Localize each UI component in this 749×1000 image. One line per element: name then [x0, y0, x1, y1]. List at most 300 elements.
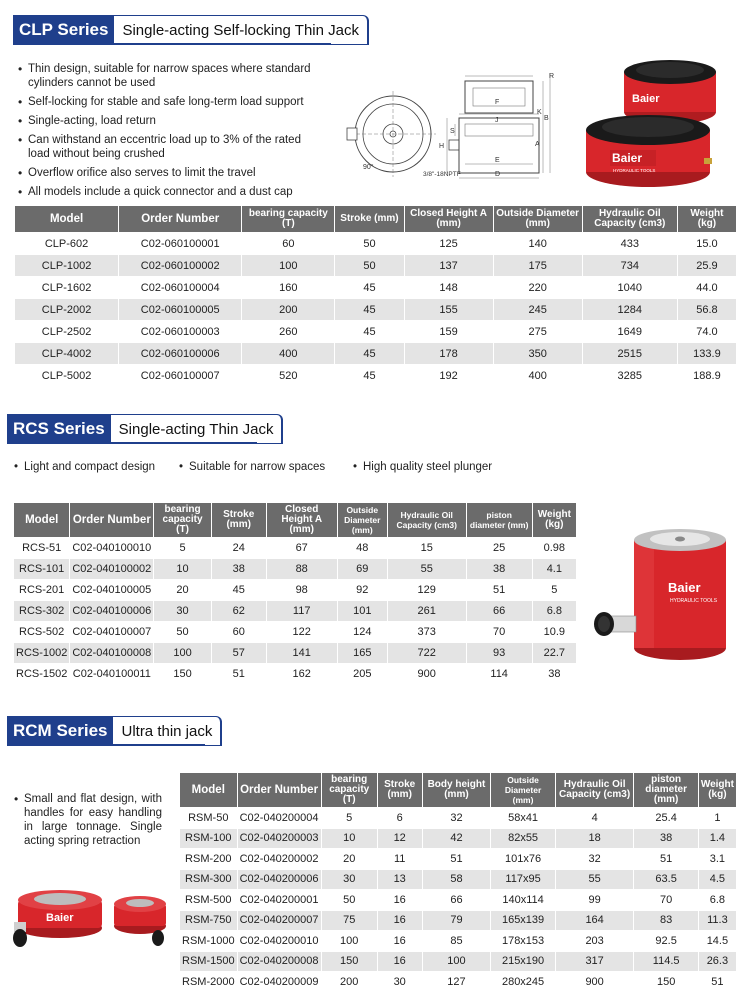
- table-cell: 93: [467, 643, 532, 663]
- table-cell: CLP-1002: [15, 255, 118, 276]
- table-cell: 98: [267, 580, 337, 600]
- table-cell: 16: [378, 931, 422, 951]
- rcm-col-piston-diameter: piston diameter (mm): [634, 773, 697, 807]
- table-row: [180, 890, 736, 910]
- clp-col-bearing-capacity: bearing capacity (T): [242, 206, 334, 232]
- clp-series-title: Single-acting Self-locking Thin Jack: [114, 15, 369, 45]
- table-cell: 70: [634, 890, 697, 910]
- table-cell: 11: [378, 849, 422, 869]
- table-cell: C02-060100004: [119, 277, 241, 298]
- table-row: [14, 664, 576, 684]
- table-cell: CLP-4002: [15, 343, 118, 364]
- table-cell: 192: [405, 365, 493, 386]
- table-cell: C02-040200004: [238, 808, 321, 828]
- table-cell: 900: [388, 664, 466, 684]
- table-cell: 56.8: [678, 299, 736, 320]
- rcs-col-bearing-capacity: bearing capacity (T): [154, 503, 211, 537]
- table-cell: 82x55: [491, 829, 554, 849]
- rcs-feature: • Light and compact design: [14, 461, 179, 473]
- table-cell: 48: [338, 538, 387, 558]
- table-cell: 117: [267, 601, 337, 621]
- table-cell: 150: [154, 664, 211, 684]
- table-cell: 4: [556, 808, 634, 828]
- clp-feature: • Thin design, suitable for narrow spaces where standard cylinders cannot be used: [16, 62, 316, 90]
- table-cell: 88: [267, 559, 337, 579]
- table-cell: C02-040200009: [238, 972, 321, 992]
- table-cell: RCS-502: [14, 622, 69, 642]
- table-row: [14, 580, 576, 600]
- table-cell: 62: [212, 601, 266, 621]
- rcs-col-piston-diameter: piston diameter (mm): [467, 503, 532, 537]
- clp-dim-f: F: [495, 99, 500, 106]
- table-cell: 55: [388, 559, 466, 579]
- table-cell: 150: [322, 952, 377, 972]
- table-cell: C02-040100010: [70, 538, 153, 558]
- table-cell: 400: [494, 365, 582, 386]
- table-row: [15, 321, 736, 342]
- table-cell: 125: [405, 233, 493, 254]
- table-cell: RCS-101: [14, 559, 69, 579]
- table-cell: 433: [583, 233, 677, 254]
- table-cell: 60: [242, 233, 334, 254]
- table-cell: 164: [556, 911, 634, 931]
- table-cell: 100: [322, 931, 377, 951]
- table-cell: 317: [556, 952, 634, 972]
- rcm-header-rule: [7, 744, 205, 746]
- table-cell: 42: [423, 829, 491, 849]
- table-cell: RCS-1502: [14, 664, 69, 684]
- clp-col-order-number: Order Number: [119, 206, 241, 232]
- table-cell: 30: [378, 972, 422, 992]
- table-cell: 137: [405, 255, 493, 276]
- table-cell: 122: [267, 622, 337, 642]
- table-cell: 2515: [583, 343, 677, 364]
- table-cell: RCS-201: [14, 580, 69, 600]
- table-cell: 101: [338, 601, 387, 621]
- table-cell: 117x95: [491, 870, 554, 890]
- table-cell: 55: [556, 870, 634, 890]
- clp-col-oil-capacity: Hydraulic Oil Capacity (cm3): [583, 206, 677, 232]
- table-cell: 22.7: [533, 643, 576, 663]
- clp-angle-label: 90°: [363, 164, 374, 171]
- table-cell: 66: [423, 890, 491, 910]
- table-cell: 114: [467, 664, 532, 684]
- table-cell: 45: [335, 343, 403, 364]
- rcs-feature: • Suitable for narrow spaces: [179, 461, 353, 473]
- rcs-col-closed-height: Closed Height A (mm): [267, 503, 337, 537]
- table-cell: 50: [154, 622, 211, 642]
- table-cell: 58: [423, 870, 491, 890]
- clp-col-model: Model: [15, 206, 118, 232]
- table-cell: 51: [699, 972, 736, 992]
- table-cell: 1040: [583, 277, 677, 298]
- table-cell: 38: [212, 559, 266, 579]
- table-cell: 160: [242, 277, 334, 298]
- table-cell: 25.9: [678, 255, 736, 276]
- table-cell: RCS-51: [14, 538, 69, 558]
- table-cell: 32: [423, 808, 491, 828]
- table-cell: 178: [405, 343, 493, 364]
- rcm-spec-table: [179, 772, 737, 993]
- table-cell: RSM-1500: [180, 952, 237, 972]
- table-cell: 133.9: [678, 343, 736, 364]
- table-cell: C02-040200010: [238, 931, 321, 951]
- rcm-col-oil-capacity: Hydraulic Oil Capacity (cm3): [556, 773, 634, 807]
- clp-brand-back: Baier: [632, 93, 660, 105]
- table-cell: C02-040100006: [70, 601, 153, 621]
- table-cell: 900: [556, 972, 634, 992]
- table-cell: 92: [338, 580, 387, 600]
- table-cell: RSM-200: [180, 849, 237, 869]
- clp-dim-j: J: [495, 117, 499, 124]
- table-cell: 16: [378, 911, 422, 931]
- rcs-col-oil-capacity: Hydraulic Oil Capacity (cm3): [388, 503, 466, 537]
- table-cell: 260: [242, 321, 334, 342]
- table-cell: 25.4: [634, 808, 697, 828]
- clp-brand-front: Baier: [612, 151, 643, 165]
- table-cell: CLP-602: [15, 233, 118, 254]
- rcs-col-weight: Weight (kg): [533, 503, 576, 537]
- rcm-feature: • Small and flat design, with handles for easy handling in large tonnage. Single acting spring retraction: [12, 792, 162, 848]
- table-cell: C02-040100002: [70, 559, 153, 579]
- table-cell: 15: [388, 538, 466, 558]
- table-cell: 400: [242, 343, 334, 364]
- rcs-header-rule: [7, 442, 257, 444]
- table-cell: 30: [154, 601, 211, 621]
- table-row: [15, 343, 736, 364]
- table-cell: 200: [242, 299, 334, 320]
- table-cell: 45: [335, 365, 403, 386]
- table-cell: 11.3: [699, 911, 736, 931]
- table-cell: 32: [556, 849, 634, 869]
- table-cell: 50: [335, 255, 403, 276]
- table-cell: CLP-2002: [15, 299, 118, 320]
- table-cell: 734: [583, 255, 677, 276]
- clp-dim-s: S: [450, 128, 455, 135]
- clp-feature: • Single-acting, load return: [16, 114, 316, 128]
- table-row: [180, 911, 736, 931]
- clp-feature-list: [16, 62, 316, 204]
- clp-col-stroke: Stroke (mm): [335, 206, 403, 232]
- table-cell: C02-040200007: [238, 911, 321, 931]
- table-row: [14, 601, 576, 621]
- table-cell: 188.9: [678, 365, 736, 386]
- table-cell: 63.5: [634, 870, 697, 890]
- table-cell: 79: [423, 911, 491, 931]
- clp-col-outside-diameter: Outside Diameter (mm): [494, 206, 582, 232]
- table-cell: 373: [388, 622, 466, 642]
- clp-dim-a: A: [535, 141, 540, 148]
- rcm-series-tag: RCM Series: [7, 716, 113, 746]
- rcm-col-stroke: Stroke (mm): [378, 773, 422, 807]
- table-cell: 51: [212, 664, 266, 684]
- rcs-table-header-row: [14, 503, 576, 537]
- table-cell: 51: [634, 849, 697, 869]
- table-cell: 280x245: [491, 972, 554, 992]
- rcs-series-header: [7, 414, 283, 444]
- rcs-product-image: [590, 528, 740, 668]
- table-cell: C02-040100005: [70, 580, 153, 600]
- table-cell: 10: [322, 829, 377, 849]
- table-cell: 6.8: [699, 890, 736, 910]
- table-cell: 140x114: [491, 890, 554, 910]
- table-cell: 92.5: [634, 931, 697, 951]
- table-row: [15, 233, 736, 254]
- rcm-col-model: Model: [180, 773, 237, 807]
- table-cell: C02-060100001: [119, 233, 241, 254]
- rcs-brand-sub: HYDRAULIC TOOLS: [670, 598, 718, 604]
- table-cell: CLP-5002: [15, 365, 118, 386]
- table-cell: 5: [533, 580, 576, 600]
- table-cell: 6: [378, 808, 422, 828]
- table-cell: 45: [212, 580, 266, 600]
- table-row: [180, 849, 736, 869]
- table-cell: 215x190: [491, 952, 554, 972]
- table-cell: 51: [467, 580, 532, 600]
- table-cell: 275: [494, 321, 582, 342]
- table-row: [180, 931, 736, 951]
- table-cell: 15.0: [678, 233, 736, 254]
- table-cell: 16: [378, 890, 422, 910]
- clp-col-closed-height: Closed Height A (mm): [405, 206, 493, 232]
- rcs-series-title: Single-acting Thin Jack: [111, 414, 284, 444]
- rcs-spec-table: [13, 502, 577, 685]
- table-cell: 245: [494, 299, 582, 320]
- table-cell: 114.5: [634, 952, 697, 972]
- table-cell: 220: [494, 277, 582, 298]
- table-row: [14, 622, 576, 642]
- clp-table-header-row: [15, 206, 736, 232]
- table-row: [15, 255, 736, 276]
- table-row: [180, 952, 736, 972]
- table-cell: 140: [494, 233, 582, 254]
- clp-dim-b: B: [544, 115, 549, 122]
- clp-technical-drawing: [345, 66, 560, 194]
- table-cell: 205: [338, 664, 387, 684]
- table-cell: 83: [634, 911, 697, 931]
- table-cell: 74.0: [678, 321, 736, 342]
- clp-feature: • Overflow orifice also serves to limit the travel: [16, 166, 316, 180]
- table-cell: RSM-300: [180, 870, 237, 890]
- rcm-col-order-number: Order Number: [238, 773, 321, 807]
- rcs-feature: • High quality steel plunger: [353, 461, 492, 473]
- table-cell: 150: [634, 972, 697, 992]
- table-cell: 200: [322, 972, 377, 992]
- table-cell: 203: [556, 931, 634, 951]
- table-cell: 12: [378, 829, 422, 849]
- table-cell: 45: [335, 299, 403, 320]
- table-cell: 38: [634, 829, 697, 849]
- table-cell: 100: [242, 255, 334, 276]
- rcm-col-weight: Weight (kg): [699, 773, 736, 807]
- table-row: [15, 365, 736, 386]
- table-cell: CLP-1602: [15, 277, 118, 298]
- clp-dim-r: R: [549, 73, 555, 80]
- table-cell: RSM-50: [180, 808, 237, 828]
- table-cell: 162: [267, 664, 337, 684]
- table-cell: 38: [533, 664, 576, 684]
- table-cell: 45: [335, 277, 403, 298]
- table-cell: 101x76: [491, 849, 554, 869]
- table-cell: 100: [154, 643, 211, 663]
- rcs-col-order-number: Order Number: [70, 503, 153, 537]
- table-row: [180, 829, 736, 849]
- rcm-col-bearing-capacity: bearing capacity (T): [322, 773, 377, 807]
- table-cell: 148: [405, 277, 493, 298]
- table-cell: 159: [405, 321, 493, 342]
- clp-series-tag: CLP Series: [13, 15, 114, 45]
- clp-dim-e: E: [495, 157, 500, 164]
- clp-dim-d: D: [495, 171, 501, 178]
- clp-feature: • Can withstand an eccentric load up to 3% of the rated load without being crushed: [16, 133, 316, 161]
- table-cell: C02-040200003: [238, 829, 321, 849]
- table-cell: 4.1: [533, 559, 576, 579]
- table-cell: 16: [378, 952, 422, 972]
- clp-dim-k: K: [537, 109, 542, 116]
- table-cell: 5: [322, 808, 377, 828]
- table-cell: 127: [423, 972, 491, 992]
- table-cell: 57: [212, 643, 266, 663]
- table-cell: 261: [388, 601, 466, 621]
- clp-spec-table: [14, 205, 737, 387]
- clp-feature: • All models include a quick connector and a dust cap: [16, 185, 316, 199]
- rcs-col-stroke: Stroke (mm): [212, 503, 266, 537]
- table-cell: C02-060100003: [119, 321, 241, 342]
- clp-header-rule: [13, 43, 331, 45]
- table-cell: 66: [467, 601, 532, 621]
- table-cell: CLP-2502: [15, 321, 118, 342]
- table-cell: C02-040100007: [70, 622, 153, 642]
- rcm-series-title: Ultra thin jack: [113, 716, 222, 746]
- table-cell: RCS-302: [14, 601, 69, 621]
- table-cell: 1284: [583, 299, 677, 320]
- table-row: [14, 538, 576, 558]
- table-cell: 50: [322, 890, 377, 910]
- table-cell: 6.8: [533, 601, 576, 621]
- table-cell: C02-040200001: [238, 890, 321, 910]
- table-cell: 14.5: [699, 931, 736, 951]
- rcs-col-outside-diameter: Outside Diameter (mm): [338, 503, 387, 537]
- table-cell: C02-040200008: [238, 952, 321, 972]
- table-cell: 3285: [583, 365, 677, 386]
- table-cell: 24: [212, 538, 266, 558]
- table-cell: 60: [212, 622, 266, 642]
- table-cell: C02-060100005: [119, 299, 241, 320]
- table-cell: 124: [338, 622, 387, 642]
- table-cell: 58x41: [491, 808, 554, 828]
- table-cell: C02-060100006: [119, 343, 241, 364]
- table-cell: 175: [494, 255, 582, 276]
- table-cell: 141: [267, 643, 337, 663]
- table-row: [15, 299, 736, 320]
- table-cell: RCS-1002: [14, 643, 69, 663]
- table-cell: 70: [467, 622, 532, 642]
- table-cell: C02-040100008: [70, 643, 153, 663]
- table-cell: 45: [335, 321, 403, 342]
- table-cell: C02-060100002: [119, 255, 241, 276]
- clp-brand-sub: HYDRAULIC TOOLS: [613, 168, 656, 173]
- table-cell: C02-040200006: [238, 870, 321, 890]
- table-row: [14, 643, 576, 663]
- table-cell: 10: [154, 559, 211, 579]
- table-cell: 44.0: [678, 277, 736, 298]
- clp-series-header: [13, 15, 369, 45]
- table-cell: RSM-1000: [180, 931, 237, 951]
- table-cell: RSM-500: [180, 890, 237, 910]
- clp-port-label: 3/8"-18NPTF: [423, 171, 461, 178]
- table-cell: 1.4: [699, 829, 736, 849]
- table-cell: 165x139: [491, 911, 554, 931]
- table-cell: RSM-2000: [180, 972, 237, 992]
- clp-feature: • Self-locking for stable and safe long-term load support: [16, 95, 316, 109]
- table-cell: 350: [494, 343, 582, 364]
- table-row: [14, 559, 576, 579]
- table-cell: 3.1: [699, 849, 736, 869]
- table-cell: 51: [423, 849, 491, 869]
- table-cell: 38: [467, 559, 532, 579]
- rcs-series-tag: RCS Series: [7, 414, 111, 444]
- table-cell: 1: [699, 808, 736, 828]
- table-cell: 129: [388, 580, 466, 600]
- table-cell: 50: [335, 233, 403, 254]
- table-cell: 100: [423, 952, 491, 972]
- table-cell: 1649: [583, 321, 677, 342]
- table-cell: 0.98: [533, 538, 576, 558]
- table-row: [180, 972, 736, 992]
- table-cell: C02-060100007: [119, 365, 241, 386]
- rcs-col-model: Model: [14, 503, 69, 537]
- table-cell: 69: [338, 559, 387, 579]
- table-cell: 75: [322, 911, 377, 931]
- table-cell: C02-040200002: [238, 849, 321, 869]
- table-cell: C02-040100011: [70, 664, 153, 684]
- table-cell: 20: [154, 580, 211, 600]
- table-cell: 13: [378, 870, 422, 890]
- rcm-col-body-height: Body height (mm): [423, 773, 491, 807]
- table-row: [15, 277, 736, 298]
- rcm-product-image: [12, 878, 174, 958]
- table-cell: 85: [423, 931, 491, 951]
- rcm-series-header: [7, 716, 222, 746]
- table-cell: 155: [405, 299, 493, 320]
- table-cell: 178x153: [491, 931, 554, 951]
- table-cell: 25: [467, 538, 532, 558]
- table-cell: RSM-750: [180, 911, 237, 931]
- table-cell: 18: [556, 829, 634, 849]
- rcm-feature-list: [12, 792, 162, 853]
- rcs-brand: Baier: [668, 580, 701, 595]
- table-cell: 67: [267, 538, 337, 558]
- rcm-col-outside-diameter: Outside Diameter (mm): [491, 773, 554, 807]
- table-cell: 99: [556, 890, 634, 910]
- table-cell: 4.5: [699, 870, 736, 890]
- table-cell: 520: [242, 365, 334, 386]
- table-cell: 30: [322, 870, 377, 890]
- table-cell: 5: [154, 538, 211, 558]
- table-row: [180, 808, 736, 828]
- clp-dim-h: H: [439, 143, 445, 150]
- rcm-brand: Baier: [46, 912, 74, 924]
- table-cell: 26.3: [699, 952, 736, 972]
- table-cell: RSM-100: [180, 829, 237, 849]
- rcm-table-header-row: [180, 773, 736, 807]
- table-cell: 20: [322, 849, 377, 869]
- table-cell: 165: [338, 643, 387, 663]
- clp-product-image: [570, 50, 720, 190]
- clp-col-weight: Weight (kg): [678, 206, 736, 232]
- table-cell: 10.9: [533, 622, 576, 642]
- table-row: [180, 870, 736, 890]
